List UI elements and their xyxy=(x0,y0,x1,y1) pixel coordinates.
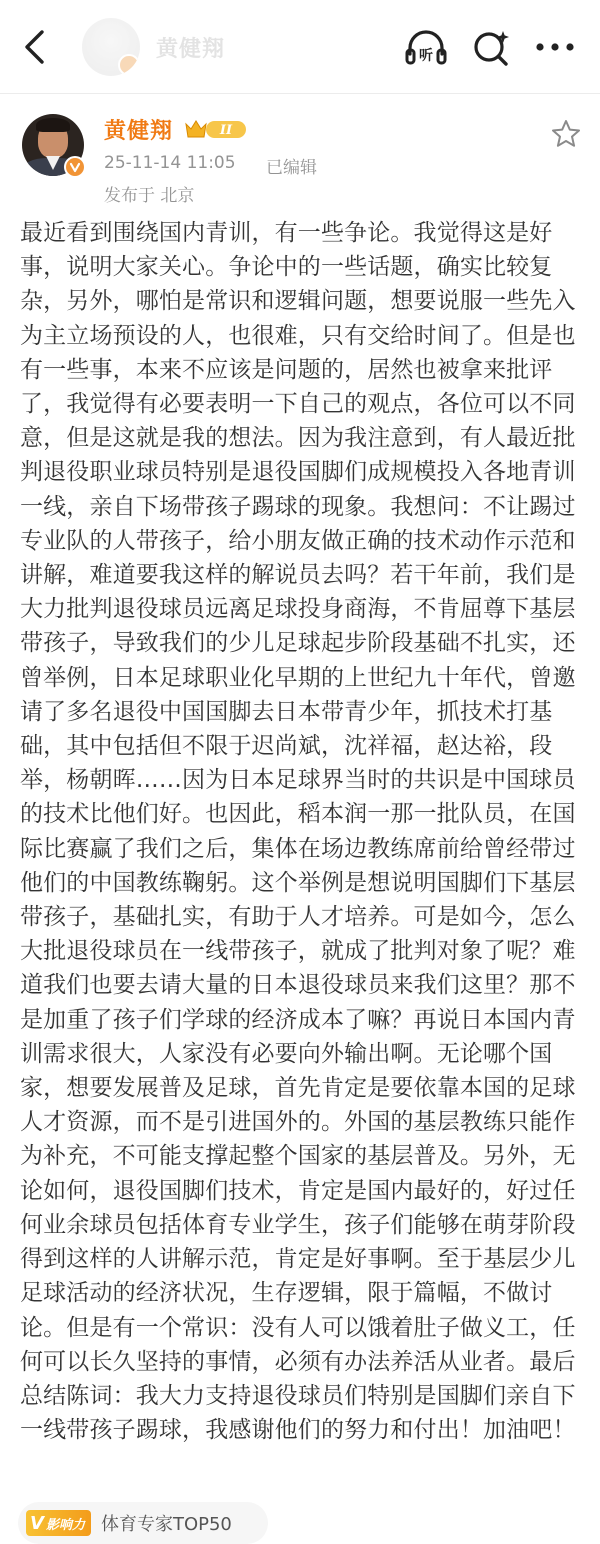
vip-level: II xyxy=(219,123,233,138)
nav-author-avatar[interactable] xyxy=(82,18,140,76)
star-icon[interactable] xyxy=(550,118,582,150)
author-name[interactable]: 黄健翔 xyxy=(104,119,174,144)
edited-label[interactable]: 已编辑 xyxy=(266,158,317,178)
back-arrow-icon[interactable] xyxy=(14,26,54,68)
post-timestamp: 25-11-14 11:05 xyxy=(104,153,236,173)
top-nav-bar xyxy=(0,0,600,94)
post-body-text: 最近看到围绕国内青训，有一些争论。我觉得这是好事，说明大家关心。争论中的一些话题，确实比较复杂，另外，哪怕是常识和逻辑问题，想要说服一些先入为主立场预设的人，也很难，只有交给时间了。但是也有一些事，本来不应该是问题的，居然也被拿来批评了，我觉得有必要表明一下自己的观点，各位可以不同意，但是这就是我的想法。因为我注意到，有人最近批判退役职业球员特别是退役国脚们成规模投入各地青训一线，亲自下场带孩子踢球的现象。我想问：不让踢过专业队的人带孩子，给小朋友做正确的技术动作示范和讲解，难道要我这样的解说员去吗？若干年前，我们是大力批判退役球员远离足球投身商海，不肯屈尊下基层带孩子，导致我们的少儿足球起步阶段基础不扎实，还曾举例，日本足球职业化早期的上世纪九十年代，曾邀请了多名退役中国国脚去日本带青少年，抓技术打基础，其中包括但不限于迟尚斌，沈祥福，赵达裕，段举，杨朝晖……因为日本足球界当时的共识是中国球员的技术比他们好。也因此，稻本润一那一批队员，在国际比赛赢了我们之后，集体在场边教练席前给曾经带过他们的中国教练鞠躬。这个举例是想说明国脚们下基层带孩子，基础扎实，有助于人才培养。可是如今，怎么大批退役球员在一线带孩子，就成了批判对象了呢？难道我们也要去请大量的日本退役球员来我们这里？那不是加重了孩子们学球的经济成本了嘛？再说日本国内青训需求很大，人家没有必要向外输出啊。无论哪个国家，想要发展普及足球，首先肯定是要依靠本国的足球人才资源，而不是引进国外的。外国的基层教练只能作为补充，不可能支撑起整个国家的基层普及。另外，无论如何，退役国脚们技术，肯定是国内最好的，好过任何业余球员包括体育专业学生，孩子们能够在萌芽阶段得到这样的人讲解示范，肯定是好事啊。至于基层少儿足球活动的经济状况，生存逻辑，限于篇幅，不做讨论。但是有一个常识：没有人可以饿着肚子做义工，任何可以长久坚持的事情，必须有办法养活从业者。最后总结陈词：我大力支持退役球员们特别是国脚们亲自下一线带孩子踢球，我感谢他们的努力和付出！加油吧！ xyxy=(20,220,576,1444)
nav-author-name[interactable]: 黄健翔 xyxy=(156,37,226,62)
search-sparkle-icon[interactable] xyxy=(470,26,514,70)
verified-v-icon xyxy=(64,156,86,178)
influence-badge-text: 影响力 xyxy=(45,1517,85,1533)
more-dots-icon[interactable] xyxy=(532,34,578,60)
verified-v-icon xyxy=(118,54,140,76)
listen-headphones-icon[interactable] xyxy=(404,28,448,68)
vip-crown-icon[interactable] xyxy=(184,117,248,141)
listen-label: 听 xyxy=(419,48,433,64)
influence-logo-icon: V 影响力 xyxy=(26,1510,91,1536)
post-location: 发布于 北京 xyxy=(104,186,195,206)
influence-label: 体育专家TOP50 xyxy=(100,1514,232,1535)
